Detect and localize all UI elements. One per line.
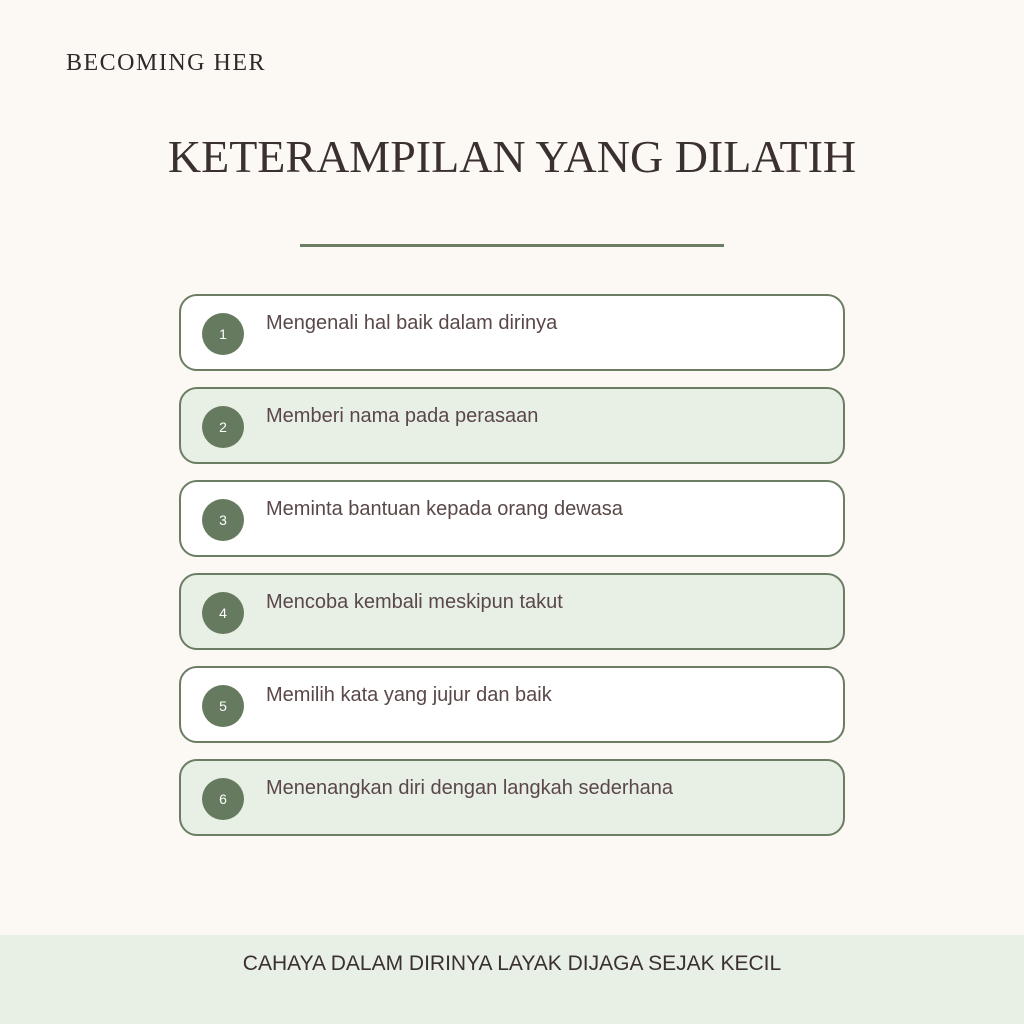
list-item — [179, 294, 845, 371]
item-text: Meminta bantuan kepada orang dewasa — [266, 498, 623, 520]
page-title: KETERAMPILAN YANG DILATIH — [167, 131, 857, 182]
item-number-badge: 2 — [202, 406, 244, 448]
list-item — [179, 666, 845, 743]
skills-list — [179, 294, 845, 852]
footer-banner — [0, 935, 1024, 1024]
list-item — [179, 759, 845, 836]
item-number-badge: 3 — [202, 499, 244, 541]
item-text: Memberi nama pada perasaan — [266, 405, 539, 427]
item-number-badge: 4 — [202, 592, 244, 634]
item-text: Menenangkan diri dengan langkah sederhana — [266, 777, 673, 799]
brand-name: BECOMING HER — [66, 50, 267, 76]
item-text: Mengenali hal baik dalam dirinya — [266, 312, 558, 334]
item-number-badge: 1 — [202, 313, 244, 355]
item-text: Mencoba kembali meskipun takut — [266, 591, 563, 613]
item-text: Memilih kata yang jujur dan baik — [266, 684, 552, 706]
item-number-badge: 6 — [202, 778, 244, 820]
item-number-badge: 5 — [202, 685, 244, 727]
list-item — [179, 573, 845, 650]
title-divider — [300, 244, 724, 247]
list-item — [179, 387, 845, 464]
list-item — [179, 480, 845, 557]
footer-tagline: CAHAYA DALAM DIRINYA LAYAK DIJAGA SEJAK KECIL — [242, 952, 782, 975]
